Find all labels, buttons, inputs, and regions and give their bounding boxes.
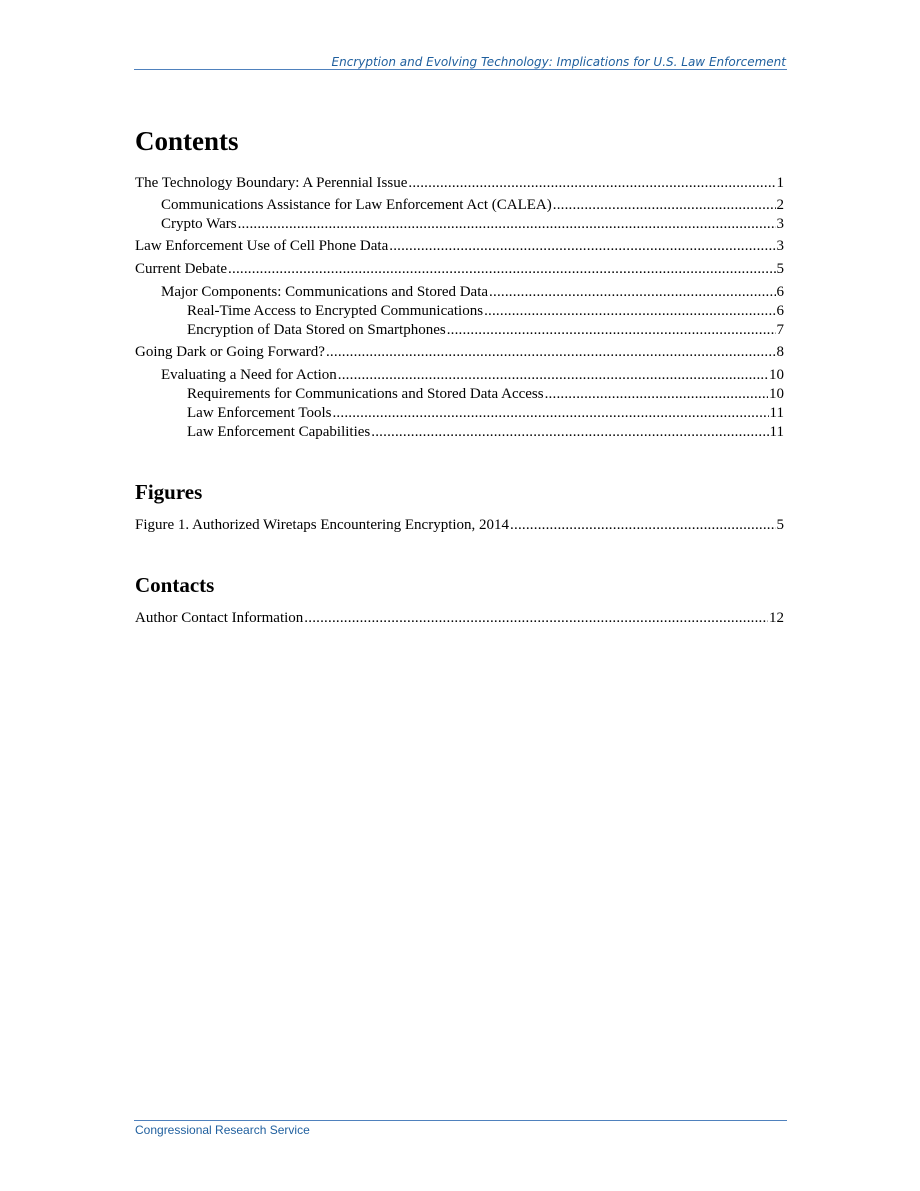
toc-dot-leader: [447, 321, 776, 340]
toc-entry-title: Law Enforcement Use of Cell Phone Data: [135, 238, 389, 254]
toc-entry-title: Law Enforcement Tools: [187, 405, 332, 421]
toc-entry-title: Major Components: Communications and Stored Data: [161, 284, 489, 300]
contact-entry-title: Author Contact Information: [135, 610, 304, 626]
toc-dot-leader: [304, 609, 768, 628]
running-header-title: Encryption and Evolving Technology: Implications for U.S. Law Enforcement: [331, 55, 786, 69]
toc-entry-title: Encryption of Data Stored on Smartphones: [187, 322, 446, 338]
toc-entry[interactable]: [161, 283, 784, 302]
toc-dot-leader: [389, 237, 775, 256]
figure-entry-title: Figure 1. Authorized Wiretaps Encountering Encryption, 2014: [135, 517, 510, 533]
contents-heading: Contents: [135, 126, 239, 156]
toc-entry[interactable]: [161, 196, 784, 215]
toc-entry[interactable]: [135, 174, 784, 193]
toc-dot-leader: [326, 343, 776, 362]
toc-entry[interactable]: [187, 321, 784, 340]
toc-dot-leader: [338, 366, 768, 385]
toc-entry[interactable]: [161, 215, 784, 234]
toc-entry[interactable]: [135, 237, 784, 256]
toc-entry-page: 11: [769, 405, 784, 421]
toc-entry-title: Evaluating a Need for Action: [161, 367, 337, 383]
contacts-heading: Contacts: [135, 573, 215, 597]
toc-dot-leader: [332, 404, 768, 423]
toc-entry-title: Crypto Wars: [161, 216, 237, 232]
toc-dot-leader: [553, 196, 776, 215]
toc-entry-page: 3: [776, 216, 784, 232]
toc-entry-page: 10: [769, 367, 784, 383]
toc-entry-title: Going Dark or Going Forward?: [135, 344, 325, 360]
toc-entry[interactable]: [187, 385, 784, 404]
toc-dot-leader: [484, 302, 775, 321]
toc-entry-title: Current Debate: [135, 261, 228, 277]
toc-entry-page: 1: [776, 175, 784, 191]
toc-entry[interactable]: [187, 423, 784, 442]
toc-entry-page: 7: [776, 322, 784, 338]
toc-entry-title: Communications Assistance for Law Enforcement Act (CALEA): [161, 197, 552, 213]
toc-entry-page: 2: [776, 197, 784, 213]
toc-entry-title: Law Enforcement Capabilities: [187, 424, 371, 440]
contact-entry[interactable]: [135, 609, 784, 628]
figures-heading: Figures: [135, 480, 203, 504]
toc-entry-page: 6: [776, 284, 784, 300]
header-divider: [134, 69, 787, 70]
toc-entry-page: 8: [776, 344, 784, 360]
toc-entry-page: 3: [776, 238, 784, 254]
toc-entry-title: Real-Time Access to Encrypted Communications: [187, 303, 484, 319]
toc-entry-page: 11: [769, 424, 784, 440]
footer-divider: [134, 1120, 787, 1121]
toc-entry-page: 6: [776, 303, 784, 319]
toc-entry-title: Requirements for Communications and Stored Data Access: [187, 386, 544, 402]
figure-entry[interactable]: [135, 516, 784, 535]
toc-dot-leader: [545, 385, 768, 404]
contact-entry-page: 12: [769, 610, 784, 626]
toc-dot-leader: [371, 423, 768, 442]
toc-entry[interactable]: [187, 302, 784, 321]
toc-dot-leader: [510, 516, 775, 535]
toc-entry-title: The Technology Boundary: A Perennial Issue: [135, 175, 408, 191]
toc-dot-leader: [489, 283, 775, 302]
toc-entry[interactable]: [187, 404, 784, 423]
toc-entry[interactable]: [135, 343, 784, 362]
footer-publisher: Congressional Research Service: [135, 1123, 310, 1137]
toc-entry-page: 5: [776, 261, 784, 277]
toc-entry[interactable]: [135, 260, 784, 279]
toc-dot-leader: [228, 260, 775, 279]
toc-dot-leader: [408, 174, 775, 193]
toc-dot-leader: [238, 215, 776, 234]
toc-entry[interactable]: [161, 366, 784, 385]
figure-entry-page: 5: [776, 517, 784, 533]
toc-entry-page: 10: [769, 386, 784, 402]
